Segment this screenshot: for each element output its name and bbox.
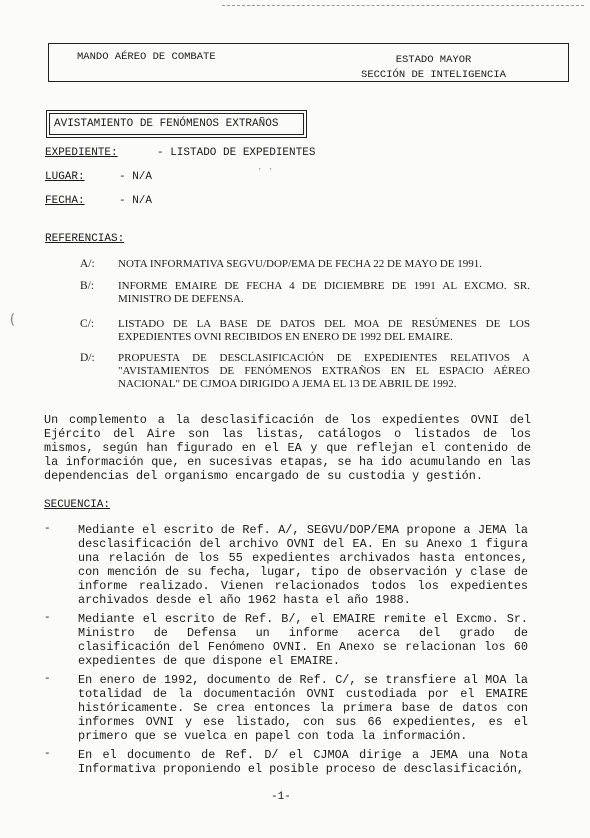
scan-speck: · ·: [257, 165, 274, 175]
letterhead-command: MANDO AÉREO DE COMBATE: [77, 51, 216, 63]
list-dash: -: [44, 673, 51, 685]
document-title: AVISTAMIENTO DE FENÓMENOS EXTRAÑOS: [49, 113, 304, 135]
secuencia-heading: SECUENCIA:: [44, 499, 111, 511]
list-dash: -: [44, 748, 51, 760]
ref-key: A/:: [80, 258, 95, 270]
list-dash: -: [44, 523, 51, 535]
letterhead-intelligence: SECCIÓN DE INTELIGENCIA: [361, 69, 506, 81]
ref-key: D/:: [80, 352, 95, 364]
ref-text: LISTADO DE LA BASE DE DATOS DEL MOA DE RESÚMENES DE LOS EXPEDIENTES OVNI RECIBIDOS EN ENERO DE 1992 DEL EMAIRE.: [118, 318, 530, 343]
scan-edge-line: [222, 5, 584, 6]
sequence-item: En el documento de Ref. D/ el CJMOA dirige a JEMA una Nota Informativa proponiendo el posible proceso de desclasificación,: [78, 748, 528, 776]
ref-text: INFORME EMAIRE DE FECHA 4 DE DICIEMBRE DE 1991 AL EXCMO. SR. MINISTRO DE DEFENSA.: [118, 280, 530, 305]
referencias-heading: REFERENCIAS:: [45, 233, 125, 245]
sequence-item: Mediante el escrito de Ref. B/, el EMAIRE remite el Excmo. Sr. Ministro de Defensa un informe acerca del grado de clasificación del Fenómeno OVNI. En Anexo se relacionan los 60 expedientes de que dispone el EMAIRE.: [78, 612, 528, 668]
document-title-box: [46, 110, 307, 138]
lugar-label: LUGAR:: [45, 171, 85, 183]
sequence-item: Mediante el escrito de Ref. A/, SEGVU/DOP/EMA propone a JEMA la desclasificación del archivo OVNI del EA. En su Anexo 1 figura una relación de los 55 expedientes archivados hasta entonces, con mención de su fecha, lugar, tipo de observación y clase de informe realizado. Vienen relacionados todos los expedientes archivados desde el año 1962 hasta el año 1988.: [78, 523, 528, 607]
ref-key: C/:: [80, 318, 95, 330]
sequence-item: En enero de 1992, documento de Ref. C/, se transfiere al MOA la totalidad de la documentación OVNI custodiada por el EMAIRE históricamente. Se crea entonces la primera base de datos con informes OVNI y ese listado, con sus 66 expedientes, es el primero que se vuelca en papel con toda la información.: [78, 673, 528, 743]
ref-text: NOTA INFORMATIVA SEGVU/DOP/EMA DE FECHA 22 DE MAYO DE 1991.: [118, 258, 482, 270]
intro-paragraph: Un complemento a la desclasificación de los expedientes OVNI del Ejército del Aire son las listas, catálogos o listados de los mismos, según han figurado en el EA y que reflejan el contenido de la información que, en sucesivas etapas, se ha ido acumulando en las dependencias del organismo encargado de su custodia y gestión.: [44, 413, 531, 483]
ref-text: PROPUESTA DE DESCLASIFICACIÓN DE EXPEDIENTES RELATIVOS A "AVISTAMIENTOS DE FENÓMENOS EXTRAÑOS EN EL ESPACIO AÉREO NACIONAL" DE CJMOA DIRIGIDO A JEMA EL 13 DE ABRIL DE 1992.: [118, 352, 530, 390]
fecha-value: - N/A: [119, 195, 153, 207]
fecha-label: FECHA:: [45, 195, 85, 207]
expediente-label: EXPEDIENTE:: [45, 147, 118, 159]
letterhead-box: [48, 43, 569, 82]
scan-mark: (: [8, 312, 17, 328]
list-dash: -: [44, 612, 51, 624]
letterhead-staff: ESTADO MAYOR: [395, 54, 472, 66]
expediente-value: - LISTADO DE EXPEDIENTES: [157, 147, 316, 159]
page-number: -1-: [271, 791, 291, 803]
lugar-value: - N/A: [119, 171, 153, 183]
letterhead-section: [336, 53, 531, 83]
ref-key: B/:: [80, 280, 95, 292]
